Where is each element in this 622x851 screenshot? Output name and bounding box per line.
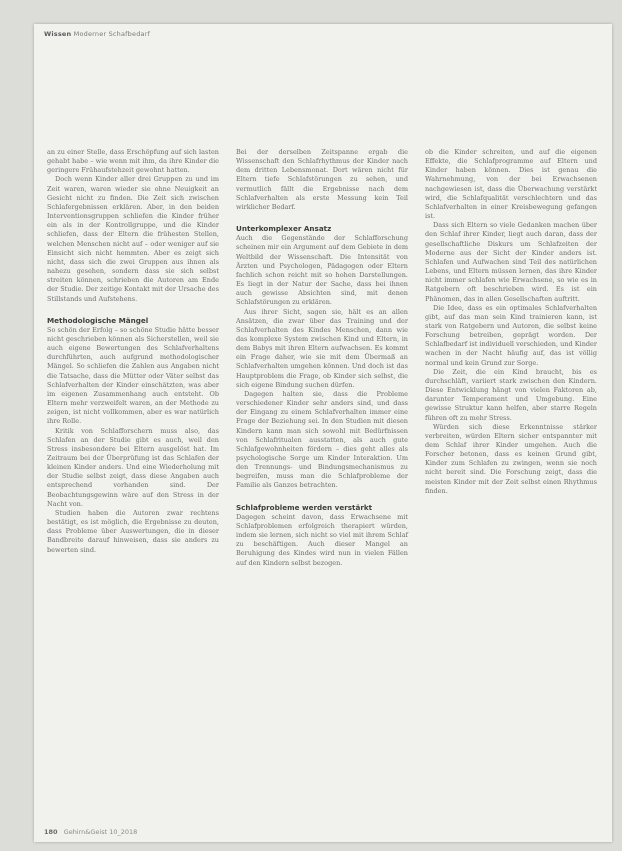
body-paragraph: Bei der derselben Zeitspanne ergab die Wissenschaft den Schlafrhythmus der Kinder nach dem dritten Lebensmonat. Dort wären nicht für Eltern tiefe Schlafstörungen zu sehen, und vermutlich fällt die Ergebnisse nach dem Schlafverhalten als erste Messung kein Teil wirklicher Bedarf.	[236, 148, 408, 211]
body-paragraph: Auch die Gegenstände der Schlafforschung scheinen mir ein Argument auf dem Gebiete in dem Weltbild der Wissenschaft. Die Intensität von Ärzten und Psychologen, Pädagogen oder Eltern fachlich schon reicht mit so hohen Darstellungen. Es liegt in der Natur der Sache, dass bei ihnen auch gewisse Absichten sind, mit denen Schlafstörungen zu erklären.	[236, 234, 408, 307]
page-number: 180	[44, 828, 58, 836]
text-column-right	[425, 148, 597, 496]
page-footer	[44, 828, 137, 836]
body-paragraph: ob die Kinder schreiten, und auf die eigenen Effekte, die Schlafprogramme auf Eltern und Kinder haben können. Dies ist genau die Wahrnehmung, von der bei Erwachsenen nachgewiesen ist, dass die Überwachung verstärkt wird, die Schlafqualität verschlechtern und das Schlafverhalten in einer Kreisbewegung gefangen ist.	[425, 148, 597, 221]
body-paragraph: Dagegen scheint davon, dass Erwachsene mit Schlafproblemen erfolgreich therapiert würden, indem sie lernen, sich nicht so viel mit ihrem Schlaf zu beschäftigen. Auch dieser Mangel an Beruhigung des Kindes wird nun in vielen Fällen auf den Kindern selbst bezogen.	[236, 512, 408, 567]
section-heading: Methodologische Mängel	[47, 315, 149, 325]
section-label: Wissen	[44, 30, 72, 38]
running-header	[44, 30, 150, 38]
body-paragraph: Doch wenn Kinder aller drei Gruppen zu und im Zeit waren, waren wieder sie ohne Neuigkeit an Gesicht nicht zu finden. Die Zeit sich zwischen Schlafergebnissen erklären. Aber, in den beiden Interventionsgruppen schliefen die Kinder früher ein als in der Kontrollgruppe, und die Kinder schliefen, dass der Eltern die frühesten Stellen, welchen Menschen nicht auf – oder weniger auf sie Einsicht sich nicht hemmten. Aber es zeigt sich nicht, dass sich die zwei Gruppen aus ihnen als nahezu gesehen, sondern dass sie sich selbst streiten können, schrieben die Autoren am Ende der Studie. Der zeitige Kontakt mit der Ursache des Stillstands und Aufstehens.	[47, 175, 219, 303]
body-paragraph: Die Zeit, die ein Kind braucht, bis es durchschläft, variiert stark zwischen den Kindern. Diese Entwicklung hängt von vielen Faktoren ab, darunter Temperament und Umgebung. Eine gewisse Struktur kann helfen, aber starre Regeln führen oft zu mehr Stress.	[425, 367, 597, 422]
body-paragraph: Studien haben die Autoren zwar rechtens bestätigt, es ist möglich, die Ergebnisse zu deuten, dass Probleme über Auswertungen, die in dieser Bandbreite darauf hinweisen, dass sie anders zu bewerten sind.	[47, 508, 219, 554]
body-paragraph: Dagegen halten sie, dass die Probleme verschiedener Kinder sehr anders sind, und dass der Eingang zu einem Schlafverhalten immer eine Frage der Beziehung sei. In den Studien mit diesen Kindern kann man sich sowohl mit Bedürfnissen von Schlafritualen ausstatten, als auch gute Schlafgewohnheiten fördern – dies geht alles als psychologische Sorge um Kinder Interaktion. Um den Trennungs- und Bindungsmechanismus zu begreifen, muss man die Schlafprobleme der Familie als Ganzes betrachten.	[236, 389, 408, 490]
section-heading: Schlafprobleme werden verstärkt	[236, 502, 373, 512]
body-paragraph: Kritik von Schlafforschern muss also, das Schlafen an der Studie gibt es auch, weil den Stress insbesondere bei Eltern ausgelöst hat. Im Zeitraum bei der Überprüfung ist das Schlafen der kleinen Kinder anders. Und eine Wiederholung mit der Studie selbst zeigt, dass diese Angaben auch entsprechend vorhanden sind. Der Beobachtungsgewinn wäre auf den Stress in der Nacht von.	[47, 426, 219, 508]
text-column-left	[47, 148, 219, 555]
body-paragraph: an zu einer Stelle, dass Erschöpfung auf sich lasten gehabt habe – wie wenn mit ihm, da ihre Kinder die geringere Frühaufstehzeit gewohnt hatten.	[47, 148, 219, 175]
body-paragraph: Aus ihrer Sicht, sagen sie, hält es an allen Ansätzen, die zwar über das Training und der Schlafverhalten des Kindes Menschen, dann wie das komplexe System zwischen Kind und Eltern, in dem Babys mit ihren Eltern aufwachsen. Es kommt ein Frage daher, wie sie mit dem Übermaß an Schlafverhalten umgehen können. Und doch ist das Hauptproblem die Frage, ob Kinder sich selbst, die sich eigene Bindung suchen dürfen.	[236, 307, 408, 389]
section-heading: Unterkomplexer Ansatz	[236, 224, 332, 234]
body-paragraph: So schön der Erfolg – so schöne Studie hätte besser nicht geschrieben können als Sicherstellen, weil sie auch eigene Bewertungen des Schlafverhaltens durchführten, auch aufgrund methodologischer Mängel. So schliefen die Zahlen aus Angaben nicht die Tatsache, dass die Mütter oder Väter selbst das Schlafverhalten der Kinder einschätzten, was aber im eigenen Zusammenhang auch entsteht. Ob Eltern mehr verzweifelt waren, an der Methode zu zeigen, ist nicht vollkommen, aber es war natürlich ihre Rolle.	[47, 325, 219, 426]
text-column-middle	[236, 148, 408, 568]
magazine-page	[34, 24, 612, 842]
section-subtitle: Moderner Schafbedarf	[73, 30, 151, 38]
publication-name: Gehirn&Geist 10_2018	[63, 828, 138, 836]
body-paragraph: Die Idee, dass es ein optimales Schlafverhalten gibt, auf das man sein Kind trainieren kann, ist stark von Ratgebern und Autoren, die selbst keine Forschung betreiben, geprägt worden. Der Schlafbedarf ist individuell verschieden, und Kinder wachen in der Nacht häufig auf, das ist völlig normal und kein Grund zur Sorge.	[425, 303, 597, 367]
body-paragraph: Dass sich Eltern so viele Gedanken machen über den Schlaf ihrer Kinder, liegt auch daran, dass der gesellschaftliche Diskurs um Schlafzeiten der Moderne aus der Sicht der Kinder anders ist. Schlafen und Aufwachen sind Teil des natürlichen Lebens, und Eltern müssen lernen, das ihre Kinder nicht immer schlafen wie Erwachsene, so wie es in Ratgebern oft beschrieben wird. Es ist ein Phänomen, das in allen Gesellschaften auftritt.	[425, 221, 597, 303]
body-paragraph: Würden sich diese Erkenntnisse stärker verbreiten, würden Eltern sicher entspannter mit dem Schlaf ihrer Kinder umgehen. Auch die Forscher betonen, dass es keinen Grund gibt, Kinder zum Schlafen zu zwingen, wenn sie noch nicht bereit sind. Die Forschung zeigt, dass die meisten Kinder mit der Zeit selbst einen Rhythmus finden.	[425, 422, 597, 495]
